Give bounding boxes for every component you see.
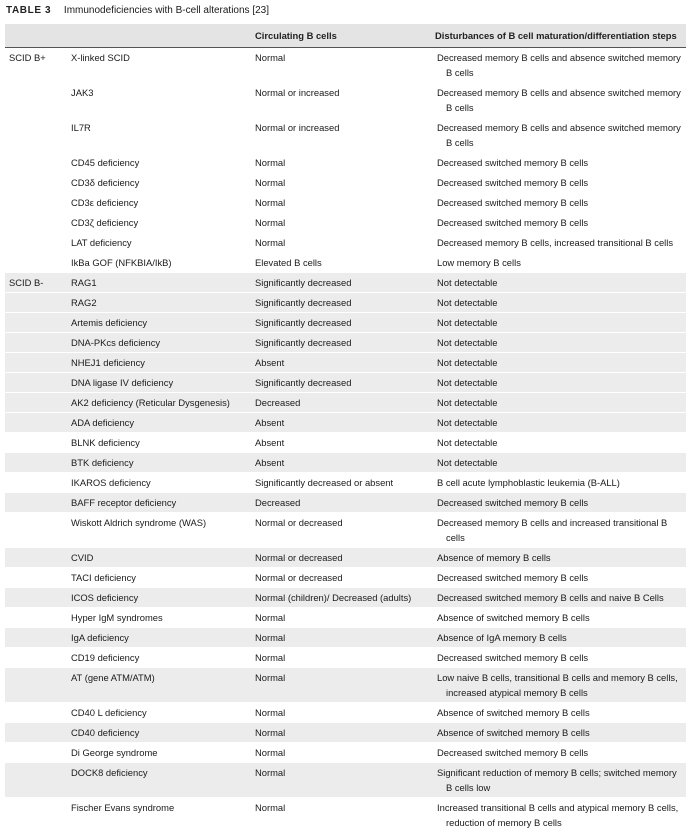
row-circulating-cell: Normal (255, 197, 286, 208)
table-row (5, 743, 686, 763)
row-condition-cell: X-linked SCID (71, 52, 130, 63)
row-group-cell (5, 413, 67, 433)
header-circulating: Circulating B cells (255, 30, 337, 41)
table-title: Immunodeficiencies with B-cell alterations [23] (63, 5, 270, 16)
row-condition-cell: CD19 deficiency (71, 652, 140, 663)
row-circulating-cell: Normal (255, 217, 286, 228)
table-row (5, 373, 686, 393)
row-group-cell (5, 763, 67, 798)
row-circulating-cell: Normal (255, 177, 286, 188)
table-row (5, 723, 686, 743)
row-condition-cell: IKAROS deficiency (71, 477, 151, 488)
row-condition-cell: Hyper IgM syndromes (71, 612, 163, 623)
row-condition-cell: CD3ε deficiency (71, 197, 139, 208)
row-disturbances-cell: Decreased memory B cells and absence switched memory B cells (437, 52, 681, 78)
table-row (5, 273, 686, 293)
table-row (5, 153, 686, 173)
header-row (5, 24, 686, 48)
row-group-cell (5, 668, 67, 703)
row-circulating-cell: Absent (255, 357, 285, 368)
table-caption (6, 3, 269, 19)
row-condition-cell: Artemis deficiency (71, 317, 148, 328)
row-group-cell (5, 513, 67, 548)
row-circulating-cell: Significantly decreased (255, 317, 352, 328)
row-condition-cell: RAG1 (71, 277, 97, 288)
table-row (5, 513, 686, 548)
row-group-cell (5, 608, 67, 628)
row-disturbances-cell: B cell acute lymphoblastic leukemia (B-ALL) (437, 477, 620, 488)
row-group-cell (5, 393, 67, 413)
table-row (5, 393, 686, 413)
row-group-cell (5, 83, 67, 118)
row-circulating-cell: Normal (255, 747, 286, 758)
table-label: TABLE 3 (6, 5, 52, 16)
row-condition-cell: ICOS deficiency (71, 592, 139, 603)
row-group-cell (5, 153, 67, 173)
row-disturbances-cell: Not detectable (437, 397, 498, 408)
row-disturbances-cell: Not detectable (437, 357, 498, 368)
table-row (5, 763, 686, 798)
table-row (5, 548, 686, 568)
row-group-cell (5, 433, 67, 453)
table-row (5, 473, 686, 493)
table-row (5, 83, 686, 118)
row-circulating-cell: Normal (255, 707, 286, 718)
row-condition-cell: NHEJ1 deficiency (71, 357, 145, 368)
row-condition-cell: BTK deficiency (71, 457, 134, 468)
row-disturbances-cell: Low memory B cells (437, 257, 521, 268)
table-row (5, 648, 686, 668)
row-circulating-cell: Normal (255, 652, 286, 663)
table-header (5, 24, 686, 48)
row-circulating-cell: Normal (255, 672, 286, 683)
row-condition-cell: Fischer Evans syndrome (71, 802, 175, 813)
row-disturbances-cell: Significant reduction of memory B cells; switched memory B cells low (437, 767, 677, 793)
row-disturbances-cell: Decreased switched memory B cells (437, 177, 589, 188)
table-row (5, 253, 686, 273)
row-disturbances-cell: Decreased memory B cells and absence switched memory B cells (437, 122, 681, 148)
row-disturbances-cell: Decreased switched memory B cells (437, 157, 589, 168)
row-condition-cell: RAG2 (71, 297, 97, 308)
table-row (5, 193, 686, 213)
row-group-cell (5, 118, 67, 153)
row-condition-cell: JAK3 (71, 87, 94, 98)
row-disturbances-cell: Not detectable (437, 297, 498, 308)
table-body (5, 48, 686, 833)
row-disturbances-cell: Not detectable (437, 437, 498, 448)
row-disturbances-cell: Decreased switched memory B cells and naive B Cells (437, 592, 664, 603)
row-group-cell (5, 453, 67, 473)
row-circulating-cell: Normal (255, 52, 286, 63)
row-group-cell (5, 353, 67, 373)
row-group-cell (5, 548, 67, 568)
row-condition-cell: AK2 deficiency (Reticular Dysgenesis) (71, 397, 230, 408)
table-row (5, 213, 686, 233)
row-circulating-cell: Normal (255, 632, 286, 643)
table-row (5, 703, 686, 723)
table-row (5, 493, 686, 513)
row-circulating-cell: Significantly decreased or absent (255, 477, 394, 488)
row-disturbances-cell: Absence of switched memory B cells (437, 727, 590, 738)
row-group-cell (5, 723, 67, 743)
row-group-cell (5, 373, 67, 393)
row-circulating-cell: Normal or increased (255, 87, 340, 98)
table-row (5, 313, 686, 333)
table-row (5, 173, 686, 193)
row-group-cell (5, 648, 67, 668)
table-row (5, 568, 686, 588)
row-circulating-cell: Normal (255, 157, 286, 168)
table-row (5, 413, 686, 433)
row-condition-cell: DNA ligase IV deficiency (71, 377, 174, 388)
row-circulating-cell: Normal or decreased (255, 572, 343, 583)
row-condition-cell: CD40 L deficiency (71, 707, 147, 718)
row-condition-cell: CD3ζ deficiency (71, 217, 139, 228)
row-disturbances-cell: Not detectable (437, 377, 498, 388)
row-circulating-cell: Significantly decreased (255, 297, 352, 308)
row-group-cell (5, 703, 67, 723)
row-group-cell (5, 333, 67, 353)
row-circulating-cell: Normal (255, 237, 286, 248)
row-circulating-cell: Absent (255, 417, 285, 428)
row-circulating-cell: Normal (255, 767, 286, 778)
table-row (5, 588, 686, 608)
row-disturbances-cell: Not detectable (437, 317, 498, 328)
table-row (5, 453, 686, 473)
row-circulating-cell: Normal or decreased (255, 517, 343, 528)
row-condition-cell: CD3δ deficiency (71, 177, 140, 188)
row-circulating-cell: Significantly decreased (255, 277, 352, 288)
row-condition-cell: Wiskott Aldrich syndrome (WAS) (71, 517, 207, 528)
row-disturbances-cell: Decreased memory B cells and absence switched memory B cells (437, 87, 681, 113)
table-row (5, 608, 686, 628)
table-row (5, 118, 686, 153)
row-condition-cell: LAT deficiency (71, 237, 132, 248)
row-disturbances-cell: Not detectable (437, 457, 498, 468)
table-row (5, 353, 686, 373)
row-condition-cell: BLNK deficiency (71, 437, 140, 448)
row-group-cell (5, 293, 67, 313)
row-group-cell (5, 313, 67, 333)
table-row (5, 668, 686, 703)
row-disturbances-cell: Decreased switched memory B cells (437, 217, 589, 228)
table-row (5, 433, 686, 453)
row-condition-cell: ADA deficiency (71, 417, 135, 428)
row-group-cell (5, 743, 67, 763)
header-disturbances: Disturbances of B cell maturation/differentiation steps (435, 30, 677, 41)
row-group-cell (5, 253, 67, 273)
row-group-cell (5, 473, 67, 493)
row-circulating-cell: Normal or decreased (255, 552, 343, 563)
row-disturbances-cell: Decreased switched memory B cells (437, 197, 589, 208)
row-condition-cell: IL7R (71, 122, 91, 133)
row-disturbances-cell: Not detectable (437, 417, 498, 428)
row-disturbances-cell: Absence of switched memory B cells (437, 612, 590, 623)
row-circulating-cell: Normal (255, 802, 286, 813)
row-condition-cell: CVID (71, 552, 94, 563)
row-condition-cell: IgA deficiency (71, 632, 129, 643)
row-disturbances-cell: Absence of switched memory B cells (437, 707, 590, 718)
row-disturbances-cell: Decreased memory B cells, increased transitional B cells (437, 237, 674, 248)
row-disturbances-cell: Increased transitional B cells and atypical memory B cells, reduction of memory B cells (437, 802, 679, 828)
row-circulating-cell: Decreased (255, 397, 301, 408)
row-disturbances-cell: Decreased switched memory B cells (437, 497, 589, 508)
row-circulating-cell: Normal (255, 612, 286, 623)
row-circulating-cell: Normal or increased (255, 122, 340, 133)
row-disturbances-cell: Decreased switched memory B cells (437, 652, 589, 663)
row-circulating-cell: Decreased (255, 497, 301, 508)
row-condition-cell: AT (gene ATM/ATM) (71, 672, 155, 683)
row-circulating-cell: Normal (255, 727, 286, 738)
row-group-cell: SCID B- (9, 277, 44, 288)
header-condition (67, 24, 251, 48)
table-row (5, 798, 686, 833)
table-row (5, 48, 686, 83)
row-group-cell (5, 588, 67, 608)
row-disturbances-cell: Decreased switched memory B cells (437, 747, 589, 758)
row-group-cell (5, 628, 67, 648)
row-condition-cell: BAFF receptor deficiency (71, 497, 177, 508)
row-group-cell (5, 493, 67, 513)
immunodeficiency-table (5, 24, 686, 833)
row-circulating-cell: Absent (255, 437, 285, 448)
row-disturbances-cell: Low naive B cells, transitional B cells and memory B cells, increased atypical memory B cells (437, 672, 678, 698)
table-row (5, 333, 686, 353)
row-condition-cell: CD40 deficiency (71, 727, 140, 738)
row-disturbances-cell: Absence of IgA memory B cells (437, 632, 567, 643)
row-group-cell (5, 798, 67, 833)
row-circulating-cell: Absent (255, 457, 285, 468)
table-row (5, 293, 686, 313)
row-group-cell (5, 193, 67, 213)
row-group-cell (5, 568, 67, 588)
row-disturbances-cell: Decreased memory B cells and increased transitional B cells (437, 517, 668, 543)
row-disturbances-cell: Not detectable (437, 277, 498, 288)
row-disturbances-cell: Decreased switched memory B cells (437, 572, 589, 583)
row-condition-cell: DNA-PKcs deficiency (71, 337, 161, 348)
row-circulating-cell: Significantly decreased (255, 337, 352, 348)
table-row (5, 233, 686, 253)
table-row (5, 628, 686, 648)
row-condition-cell: CD45 deficiency (71, 157, 140, 168)
row-disturbances-cell: Absence of memory B cells (437, 552, 551, 563)
row-group-cell: SCID B+ (9, 52, 46, 63)
row-group-cell (5, 173, 67, 193)
row-condition-cell: IkBa GOF (NFKBIA/IkB) (71, 257, 172, 268)
row-condition-cell: Di George syndrome (71, 747, 158, 758)
row-circulating-cell: Normal (children)/ Decreased (adults) (255, 592, 412, 603)
row-condition-cell: TACI deficiency (71, 572, 136, 583)
row-condition-cell: DOCK8 deficiency (71, 767, 148, 778)
row-disturbances-cell: Not detectable (437, 337, 498, 348)
header-group (5, 24, 67, 48)
row-group-cell (5, 213, 67, 233)
row-circulating-cell: Elevated B cells (255, 257, 322, 268)
row-group-cell (5, 233, 67, 253)
row-circulating-cell: Significantly decreased (255, 377, 352, 388)
